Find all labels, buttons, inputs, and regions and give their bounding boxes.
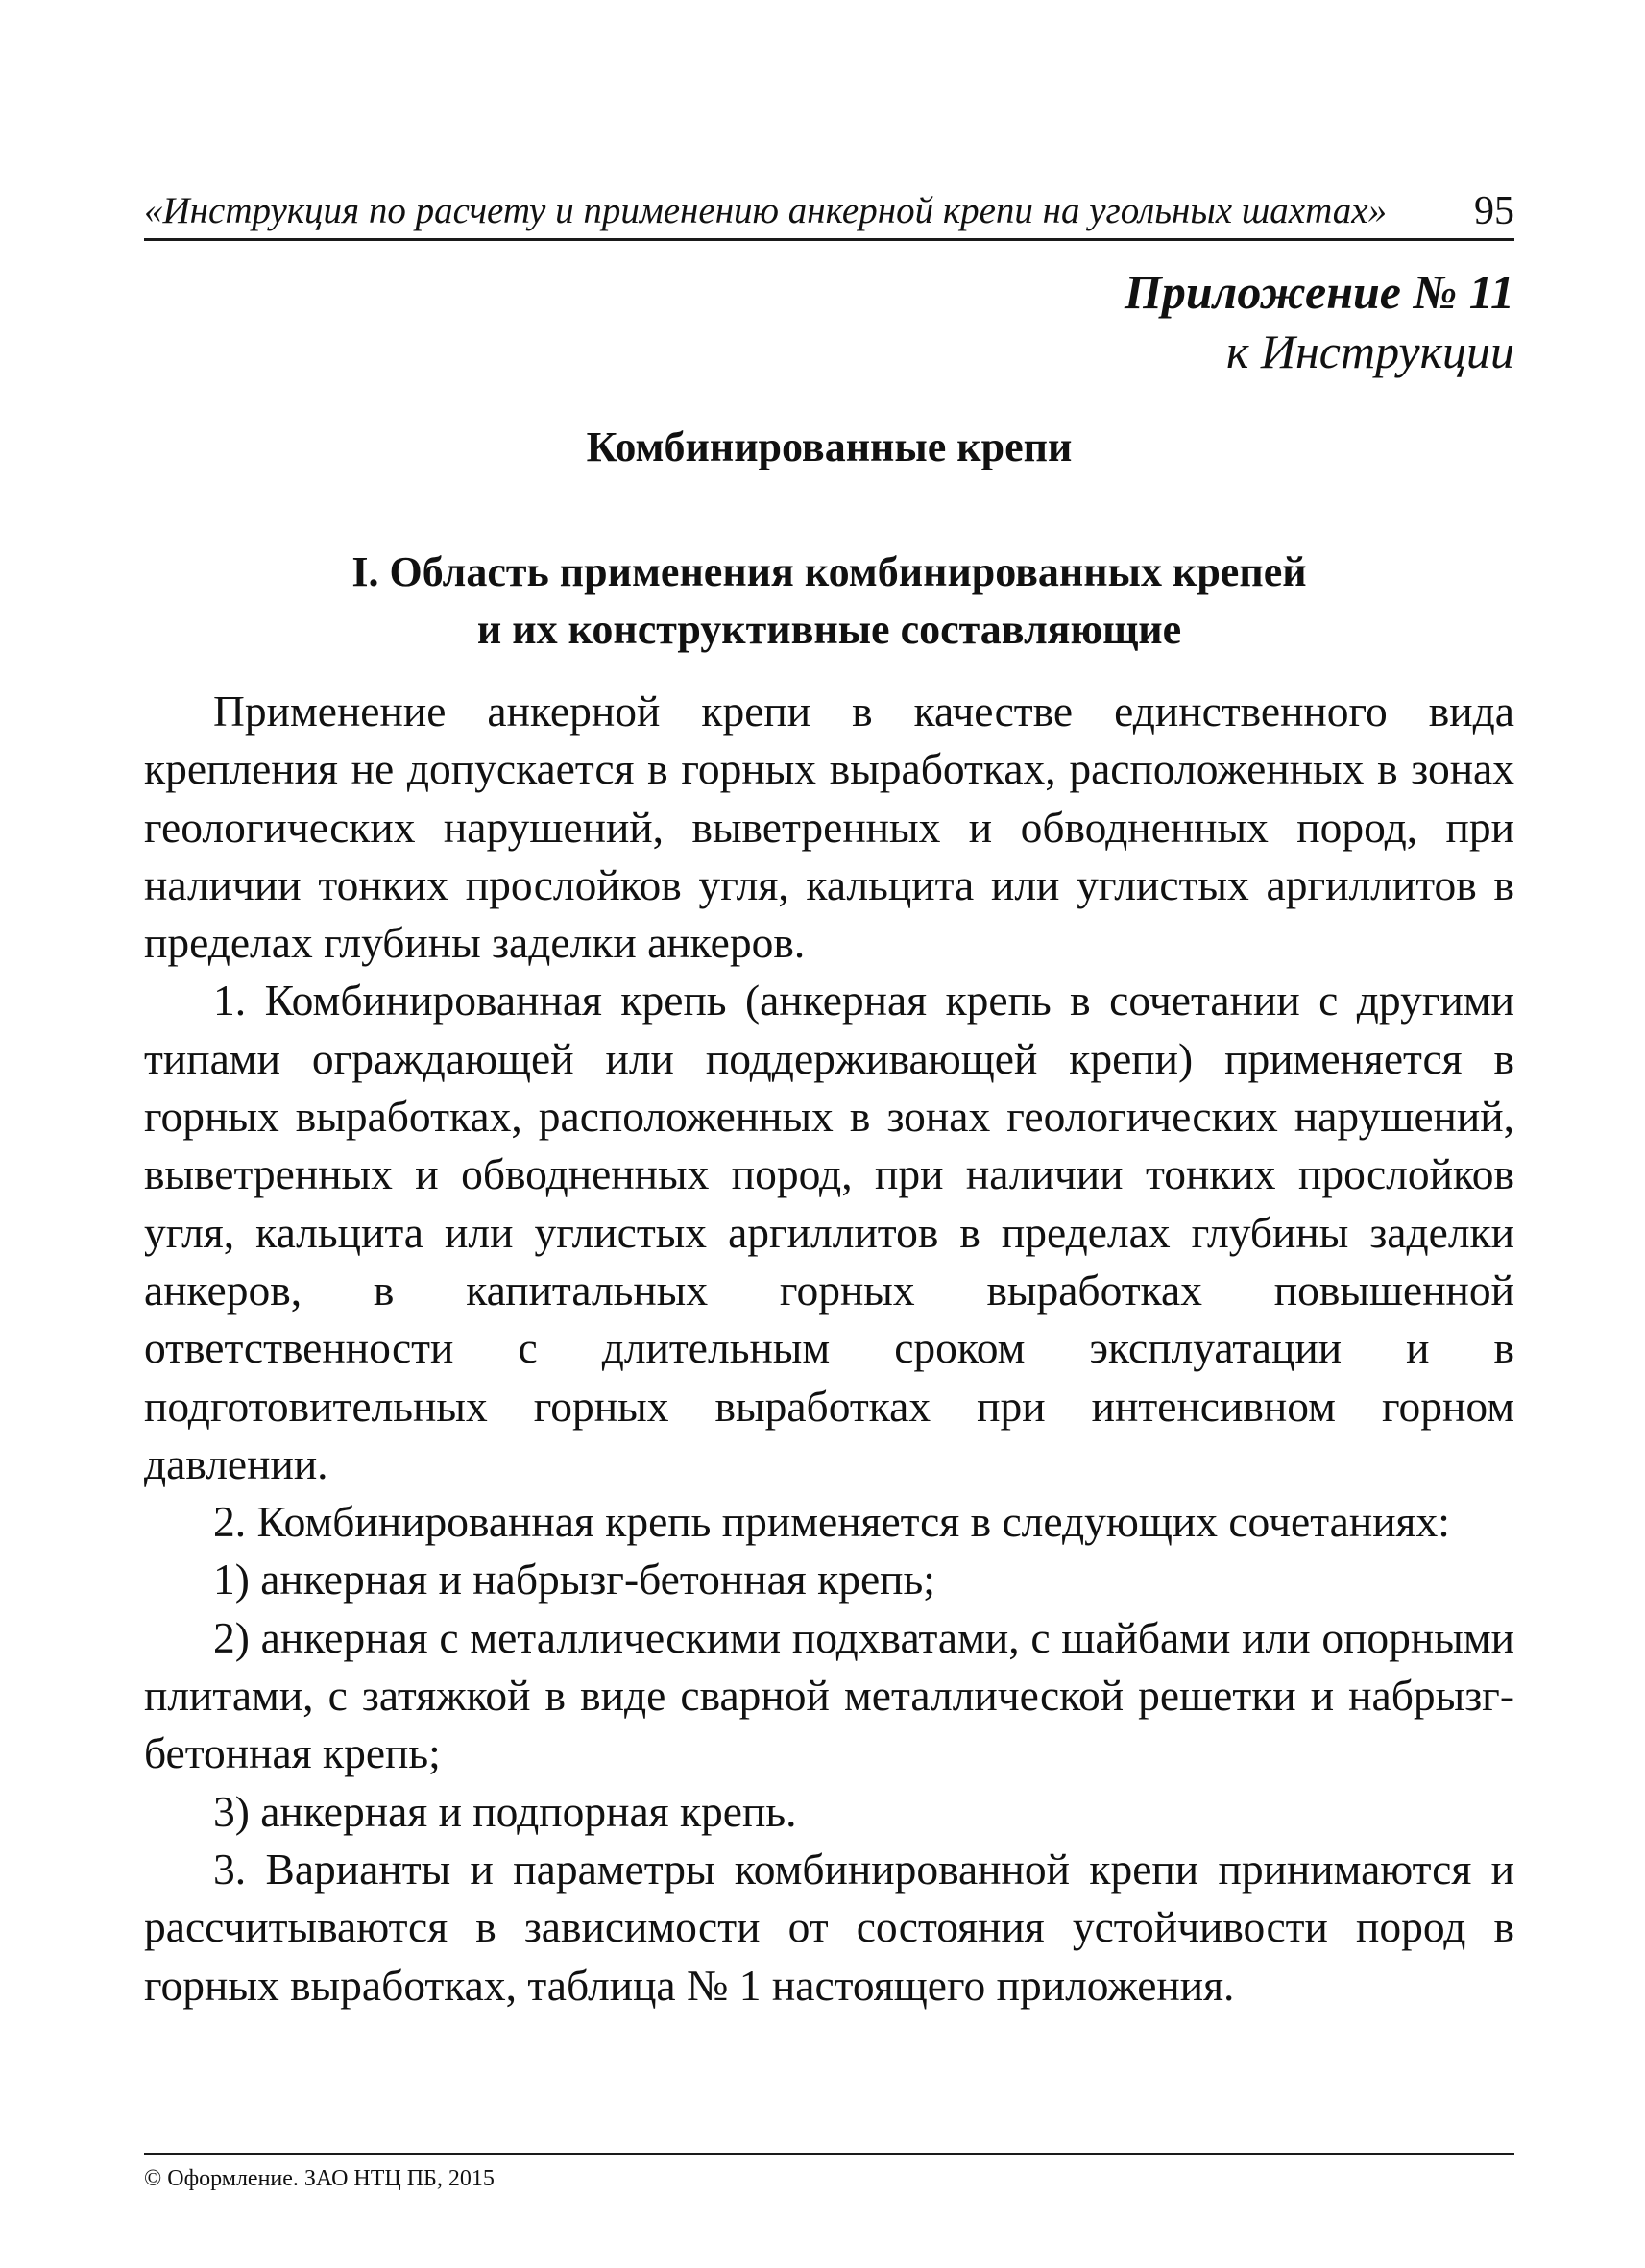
list-item: 1) анкерная и набрызг-бетонная крепь; [213, 1555, 935, 1604]
appendix-label: Приложение № 11 [1124, 265, 1514, 319]
running-header [144, 188, 1514, 241]
appendix-reference [1125, 262, 1514, 381]
paragraph: Применение анкерной крепи в качестве единственного вида крепления не допускается в горных выработках, расположенных в зонах геологических нарушений, выветренных и обводненных пород, при наличии тонких прослойков угля, кальцита или углистых аргиллитов в пределах глубины заделки анкеров. [144, 687, 1514, 968]
section-heading [144, 543, 1514, 659]
copyright-notice: © Оформление. ЗАО НТЦ ПБ, 2015 [144, 2166, 495, 2191]
body-text [144, 683, 1514, 2015]
document-title: Комбинированные крепи [586, 423, 1073, 470]
paragraph: 1. Комбинированная крепь (анкерная крепь в сочетании с другими типами ограждающей или поддерживающей крепи) применяется в горных выработках, расположенных в зонах геологических нарушений, выветренных и обводненных пород, при наличии тонких прослойков угля, кальцита или углистых аргиллитов в пределах глубины заделки анкеров, в капитальных горных выработках повышенной ответственности с длительным сроком эксплуатации и в подготовительных горных выработках при интенсивном горном давлении. [144, 976, 1514, 1488]
section-heading-line-2: и их конструктивные составляющие [476, 606, 1182, 653]
footer [144, 2153, 1514, 2193]
paragraph: 2. Комбинированная крепь применяется в следующих сочетаниях: [213, 1497, 1450, 1547]
paragraph: 3. Варианты и параметры комбинированной крепи принимаются и рассчитываются в зависимости от состояния устойчивости пород в горных выработках, таблица № 1 настоящего приложения. [144, 1844, 1514, 2010]
running-title: «Инструкция по расчету и применению анкерной крепи на угольных шахтах» [144, 190, 1388, 231]
page-number: 95 [1474, 189, 1514, 233]
list-item: 2) анкерная с металлическими подхватами, с шайбами или опорными плитами, с затяжкой в виде сварной металлической решетки и набрызг-бетонная крепь; [144, 1612, 1514, 1778]
list-item: 3) анкерная и подпорная крепь. [213, 1786, 797, 1836]
section-heading-line-1: I. Область применения комбинированных крепей [351, 548, 1307, 595]
appendix-sub: к Инструкции [1225, 325, 1514, 378]
